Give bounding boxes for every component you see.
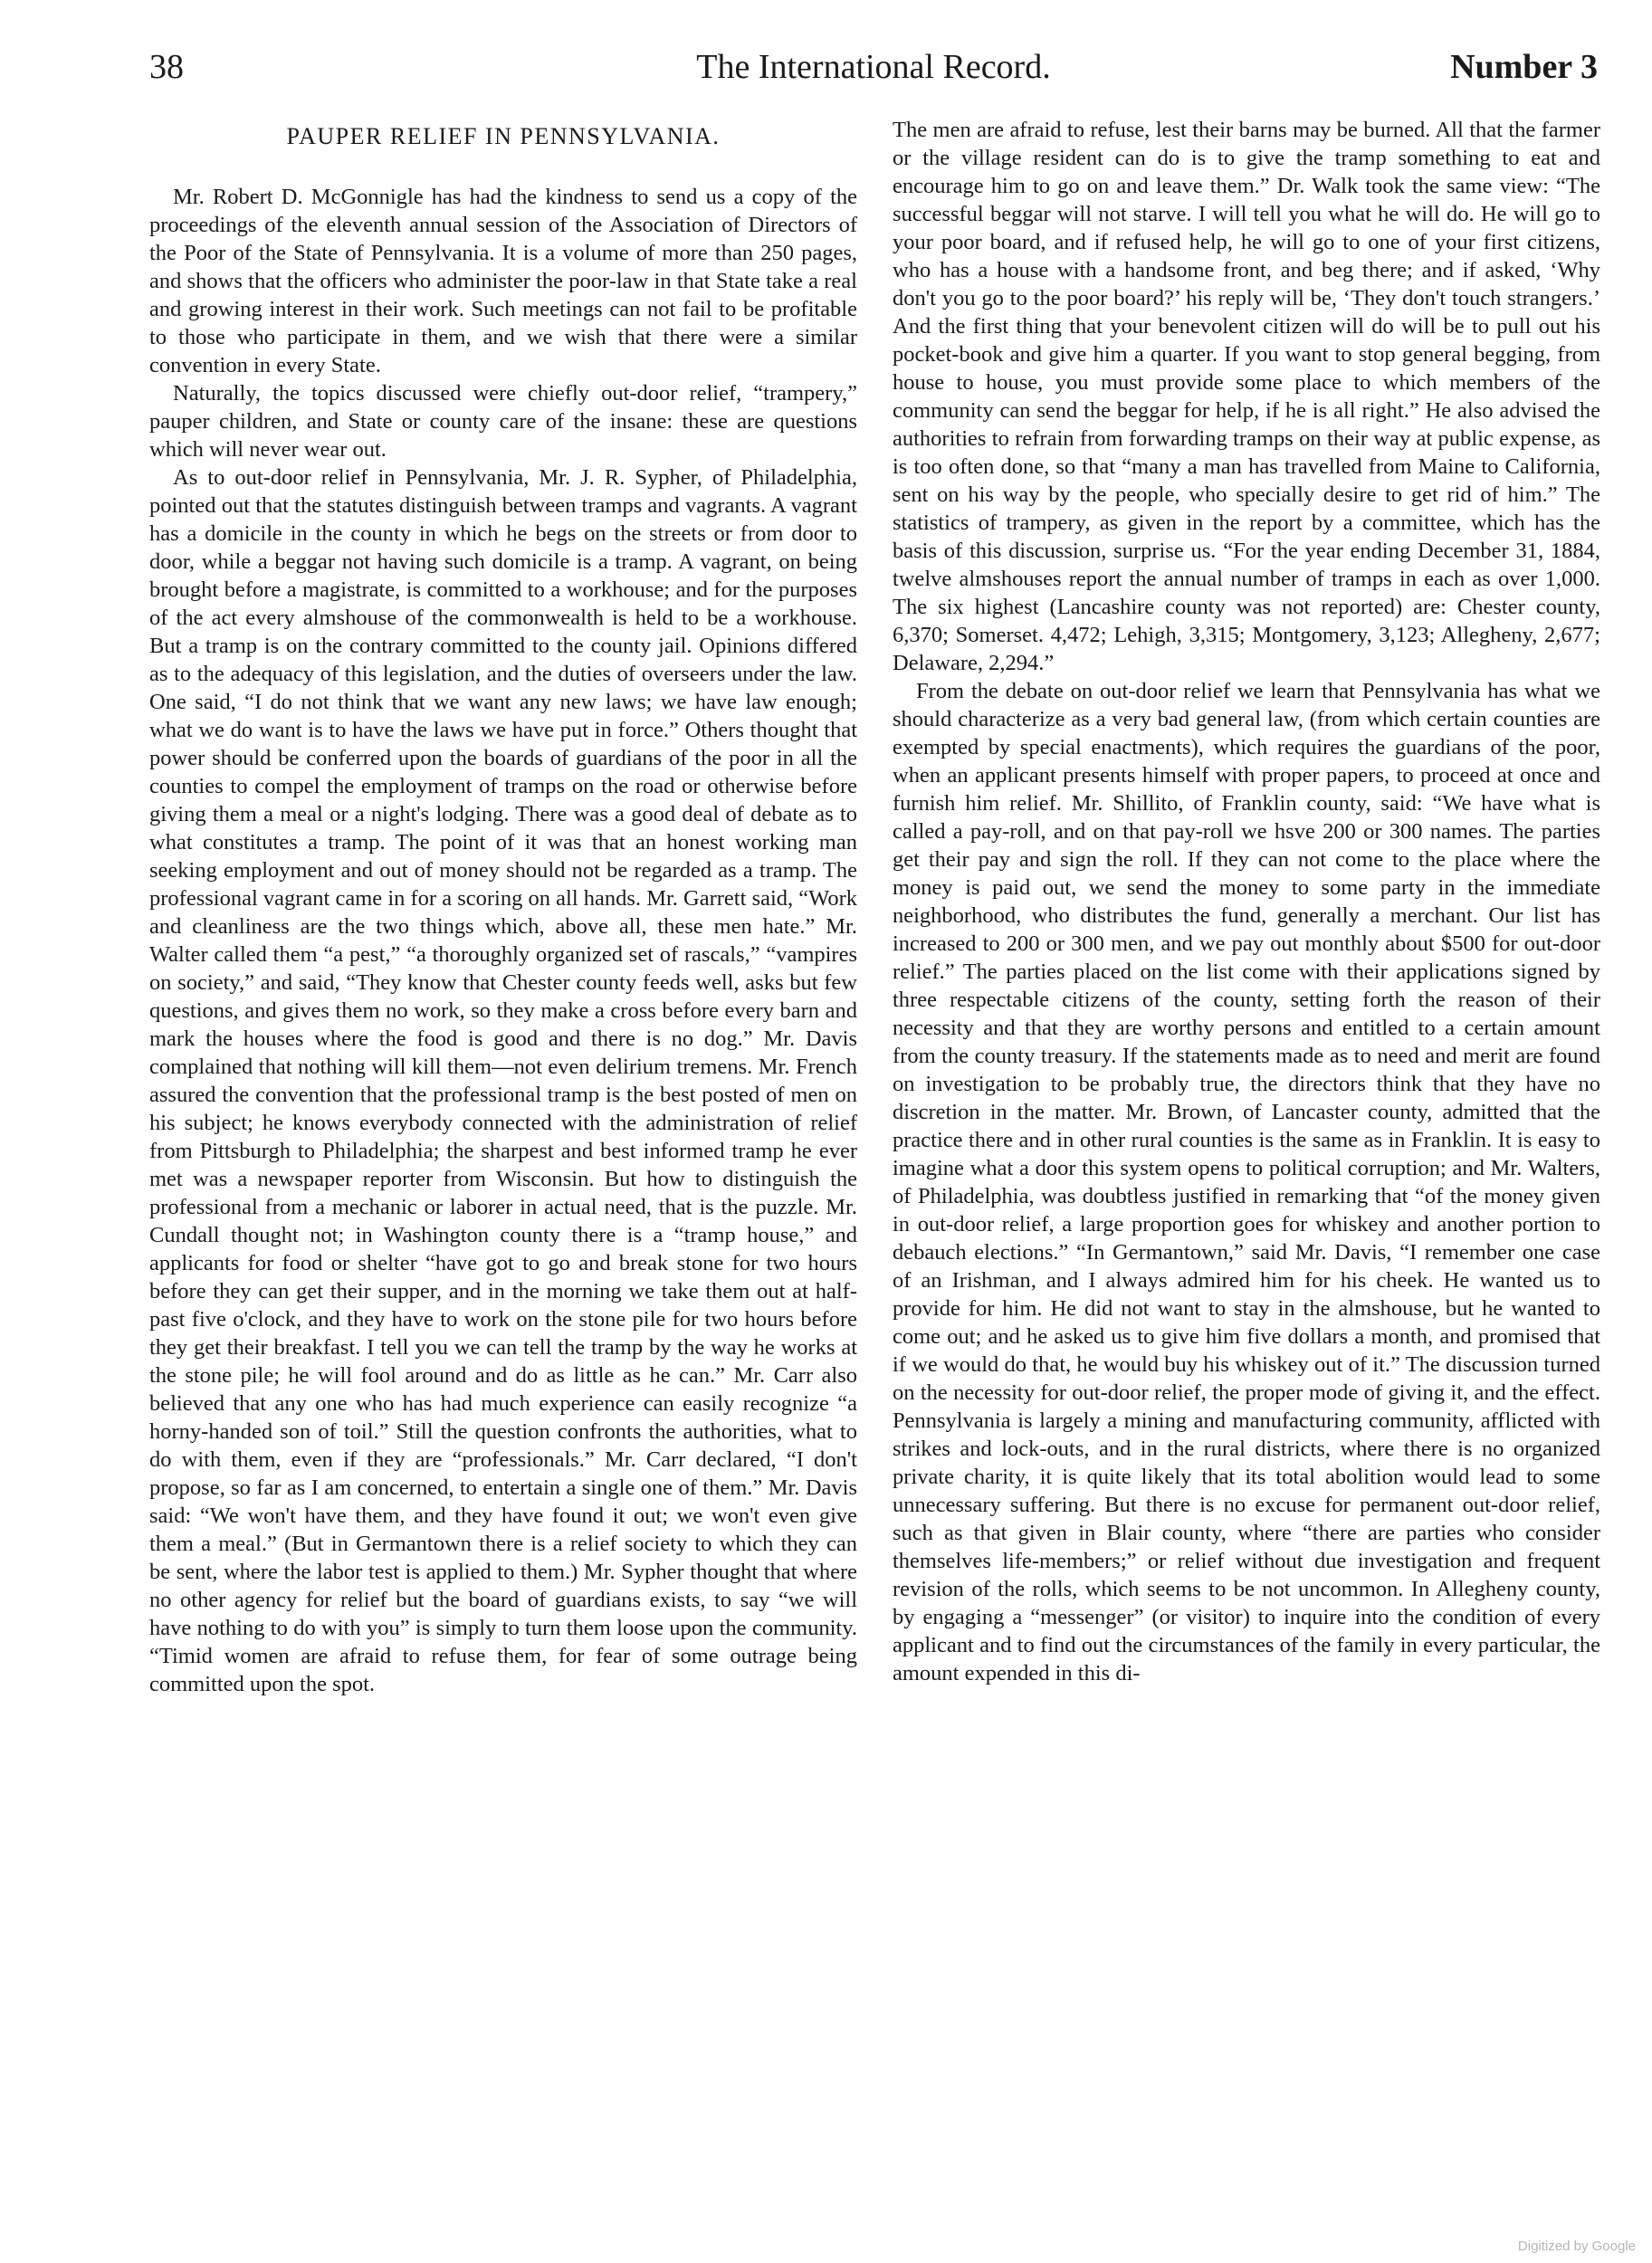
article-title: PAUPER RELIEF IN PENNSYLVANIA. xyxy=(286,123,721,149)
journal-title: The International Record. xyxy=(696,48,1051,86)
left-column xyxy=(149,116,857,1698)
page-header xyxy=(149,40,1598,94)
right-column xyxy=(893,116,1600,1687)
paragraph: Mr. Robert D. McGonnigle has had the kindness to send us a copy of the proceedings of the eleventh annual session of the Association of Directors of the Poor of the State of Pennsylvania. It is a volume of more than 250 pages, and shows that the officers who administer the poor-law in that State take a real and growing interest in their work. Such meetings can not fail to be profitable to those who participate in them, and we wish that there were a similar convention in every State. xyxy=(149,185,857,377)
digitized-watermark: Digitized by Google xyxy=(1517,2239,1636,2254)
paragraph-continuation: The men are afraid to refuse, lest their barns may be burned. All that the farmer or the village resident can do is to give the tramp something to eat and encourage him to go on and leave them.” Dr. Walk took the same view: “The successful beggar will not starve. I will tell you what he will do. He will go to your poor board, and if refused help, he will go to one of your first citizens, who has a house with a handsome front, and beg there; and if asked, ‘Why don't you go to the poor board?’ his reply will be, ‘They don't touch strangers.’ And the first thing that your benevolent citizen will do will be to pull out his pocket-book and give him a quarter. If you want to stop general begging, from house to house, you must provide some place to which members of the community can send the beggar for help, if he is all right.” He also advised the authorities to refrain from forwarding tramps on their way at public expense, as is too often done, so that “many a man has travelled from Maine to California, sent on his way by the people, who specially desire to get rid of him.” The statistics of trampery, as given in the report by a committee, which has the basis of this discussion, surprise us. “For the year ending December 31, 1884, twelve almshouses report the annual number of tramps in each as over 1,000. The six highest (Lancashire county was not reported) are: Chester county, 6,370; Somerset. 4,472; Lehigh, 3,315; Montgomery, 3,123; Allegheny, 2,677; Delaware, 2,294.” xyxy=(893,118,1600,675)
page-number: 38 xyxy=(149,48,184,86)
paragraph: From the debate on out-door relief we learn that Pennsylvania has what we should characterize as a very bad general law, (from which certain counties are exempted by special enactments), which requires the guardians of the poor, when an applicant presents himself with proper papers, to proceed at once and furnish him relief. Mr. Shillito, of Franklin county, said: “We have what is called a pay-roll, and on that pay-roll we hsve 200 or 300 names. The parties get their pay and sign the roll. If they can not come to the place where the money is paid out, we send the money to some party in the immediate neighborhood, who distributes the fund, generally a merchant. Our list has increased to 200 or 300 men, and we pay out monthly about $500 for out-door relief.” The parties placed on the list come with their applications signed by three respectable citizens of the county, setting forth the reason of their necessity and that they are worthy persons and entitled to a certain amount from the county treasury. If the statements made as to need and merit are found on investigation to be probably true, the directors think that they have no discretion in the matter. Mr. Brown, of Lancaster county, admitted that the practice there and in other rural counties is the same as in Franklin. It is easy to imagine what a door this system opens to political corruption; and Mr. Walters, of Philadelphia, was doubtless justified in remarking that “of the money given in out-door relief, a large proportion goes for whiskey and another portion to debauch elections.” “In Germantown,” said Mr. Davis, “I remember one case of an Irishman, and I always admired him for his cheek. He wanted us to provide for him. He did not want to stay in the almshouse, but he wanted to come out; and he asked us to give him five dollars a month, and promised that if we would do that, he would buy his whiskey out of it.” The discussion turned on the necessity for out-door relief, the proper mode of giving it, and the effect. Pennsylvania is largely a mining and manufacturing community, afflicted with strikes and lock-outs, and in the rural districts, where there is no organized private charity, it is quite likely that its total abolition would lead to some unnecessary suffering. But there is no excuse for permanent out-door relief, such as that given in Blair county, where “there are parties who consider themselves life-members;” or relief without due investigation and frequent revision of the rolls, which seems to be not uncommon. In Allegheny county, by engaging a “messenger” (or visitor) to inquire into the condition of every applicant and to find out the circumstances of the family in every particular, the amount expended in this di- xyxy=(893,679,1600,1685)
paragraph: As to out-door relief in Pennsylvania, Mr. J. R. Sypher, of Philadelphia, pointed out that the statutes distinguish between tramps and vagrants. A vagrant has a domicile in the county in which he begs on the streets or from door to door, while a beggar not having such domicile is a tramp. A vagrant, on being brought before a magistrate, is committed to a workhouse; and for the purposes of the act every almshouse of the commonwealth is held to be a workhouse. But a tramp is on the contrary committed to the county jail. Opinions differed as to the adequacy of this legislation, and the duties of overseers under the law. One said, “I do not think that we want any new laws; we have law enough; what we do want is to have the laws we have put in force.” Others thought that power should be conferred upon the boards of guardians of the poor in all the counties to compel the employment of tramps on the road or otherwise before giving them a meal or a night's lodging. There was a good deal of debate as to what constitutes a tramp. The point of it was that an honest working man seeking employment and out of money should not be regarded as a tramp. The professional vagrant came in for a scoring on all hands. Mr. Garrett said, “Work and cleanliness are the two things which, above all, these men hate.” Mr. Walter called them “a pest,” “a thoroughly organized set of rascals,” “vampires on society,” and said, “They know that Chester county feeds well, asks but few questions, and gives them no work, so they make a cross before every barn and mark the houses where the food is good and there is no dog.” Mr. Davis complained that nothing will kill them—not even delirium tremens. Mr. French assured the convention that the professional tramp is the best posted of men on his subject; he knows everybody connected with the administration of relief from Pittsburgh to Philadelphia; the sharpest and best informed tramp he ever met was a newspaper reporter from Wisconsin. But how to distinguish the professional from a mechanic or laborer in actual need, that is the puzzle. Mr. Cundall thought not; in Washington county there is a “tramp house,” and applicants for food or shelter “have got to go and break stone for two hours before they can get their supper, and in the morning we take them out at half-past five o'clock, and they have to work on the stone pile for two hours before they get their breakfast. I tell you we can tell the tramp by the way he works at the stone pile; he will fool around and do as little as he can.” Mr. Carr also believed that any one who has had much experience can easily recognize “a horny-handed son of toil.” Still the question confronts the authorities, what to do with them, even if they are “professionals.” Mr. Carr declared, “I don't propose, so far as I am concerned, to entertain a single one of them.” Mr. Davis said: “We won't have them, and they have found it out; we won't even give them a meal.” (But in Germantown there is a relief society to which they can be sent, where the labor test is applied to them.) Mr. Sypher thought that where no other agency for relief but the board of guardians exists, to say “we will have nothing to do with you” is simply to turn them loose upon the community. “Timid women are afraid to refuse them, for fear of some outrage being committed upon the spot. xyxy=(149,465,857,1696)
paragraph: Naturally, the topics discussed were chiefly out-door relief, “trampery,” pauper children, and State or county care of the insane: these are questions which will never wear out. xyxy=(149,381,857,462)
issue-number: Number 3 xyxy=(1450,48,1598,86)
